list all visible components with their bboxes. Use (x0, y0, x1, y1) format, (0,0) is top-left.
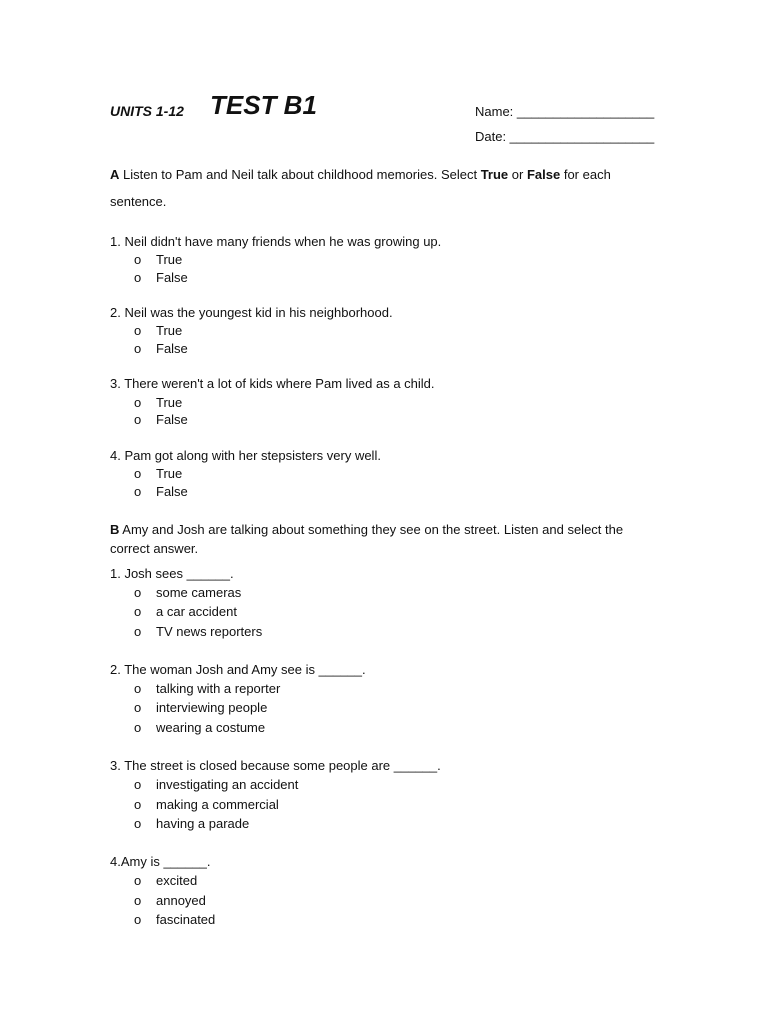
test-title: TEST B1 (210, 90, 317, 120)
question-a4: 4. Pam got along with her stepsisters very well. (110, 448, 381, 463)
option-a4-true[interactable]: o True (134, 466, 183, 481)
bullet-icon: o (134, 893, 142, 908)
bullet-icon: o (134, 912, 142, 927)
bullet-icon: o (134, 466, 142, 481)
option-b2-c[interactable]: o wearing a costume (134, 720, 266, 735)
option-b3-b[interactable]: o making a commercial (134, 797, 279, 812)
section-b-letter: B (110, 522, 120, 537)
bullet-icon: o (134, 604, 142, 619)
option-a4-false[interactable]: o False (134, 484, 188, 499)
bullet-icon: o (134, 585, 142, 600)
bullet-icon: o (134, 323, 142, 338)
option-b2-a[interactable]: o talking with a reporter (134, 681, 281, 696)
question-b1: 1. Josh sees ______. (110, 566, 234, 581)
option-a1-true[interactable]: o True (134, 252, 183, 267)
option-a3-false[interactable]: o False (134, 412, 188, 427)
option-b3-a[interactable]: o investigating an accident (134, 777, 299, 792)
section-a-letter: A (110, 167, 120, 182)
units-label: UNITS 1-12 (110, 103, 184, 119)
bullet-icon: o (134, 777, 142, 792)
bullet-icon: o (134, 484, 142, 499)
option-b1-a[interactable]: o some cameras (134, 585, 242, 600)
option-b4-a[interactable]: o excited (134, 873, 198, 888)
option-a2-false[interactable]: o False (134, 341, 188, 356)
bullet-icon: o (134, 681, 142, 696)
bullet-icon: o (134, 873, 142, 888)
date-field[interactable]: Date: ____________________ (475, 129, 655, 144)
question-a3: 3. There weren't a lot of kids where Pam lived as a child. (110, 376, 435, 391)
option-b1-b[interactable]: o a car accident (134, 604, 237, 619)
question-b3: 3. The street is closed because some people are ______. (110, 758, 441, 773)
option-a2-true[interactable]: o True (134, 323, 183, 338)
section-b-instruction: B Amy and Josh are talking about something they see on the street. Listen and select the correct answer. (110, 522, 624, 556)
option-b4-b[interactable]: o annoyed (134, 893, 206, 908)
bullet-icon: o (134, 341, 142, 356)
option-b4-c[interactable]: o fascinated (134, 912, 216, 927)
question-b2: 2. The woman Josh and Amy see is ______. (110, 662, 366, 677)
bullet-icon: o (134, 252, 142, 267)
question-a1: 1. Neil didn't have many friends when he was growing up. (110, 234, 442, 249)
bullet-icon: o (134, 270, 142, 285)
bullet-icon: o (134, 412, 142, 427)
bullet-icon: o (134, 720, 142, 735)
option-a3-true[interactable]: o True (134, 395, 183, 410)
question-b4: 4.Amy is ______. (110, 854, 211, 869)
bullet-icon: o (134, 816, 142, 831)
section-a-instruction: A Listen to Pam and Neil talk about childhood memories. Select True or False for each sentence. (110, 167, 611, 209)
question-a2: 2. Neil was the youngest kid in his neighborhood. (110, 305, 393, 320)
name-field[interactable]: Name: ___________________ (475, 104, 655, 119)
bullet-icon: o (134, 395, 142, 410)
option-b3-c[interactable]: o having a parade (134, 816, 250, 831)
option-b2-b[interactable]: o interviewing people (134, 700, 268, 715)
option-b1-c[interactable]: o TV news reporters (134, 624, 263, 639)
bullet-icon: o (134, 797, 142, 812)
option-a1-false[interactable]: o False (134, 270, 188, 285)
bullet-icon: o (134, 624, 142, 639)
bullet-icon: o (134, 700, 142, 715)
